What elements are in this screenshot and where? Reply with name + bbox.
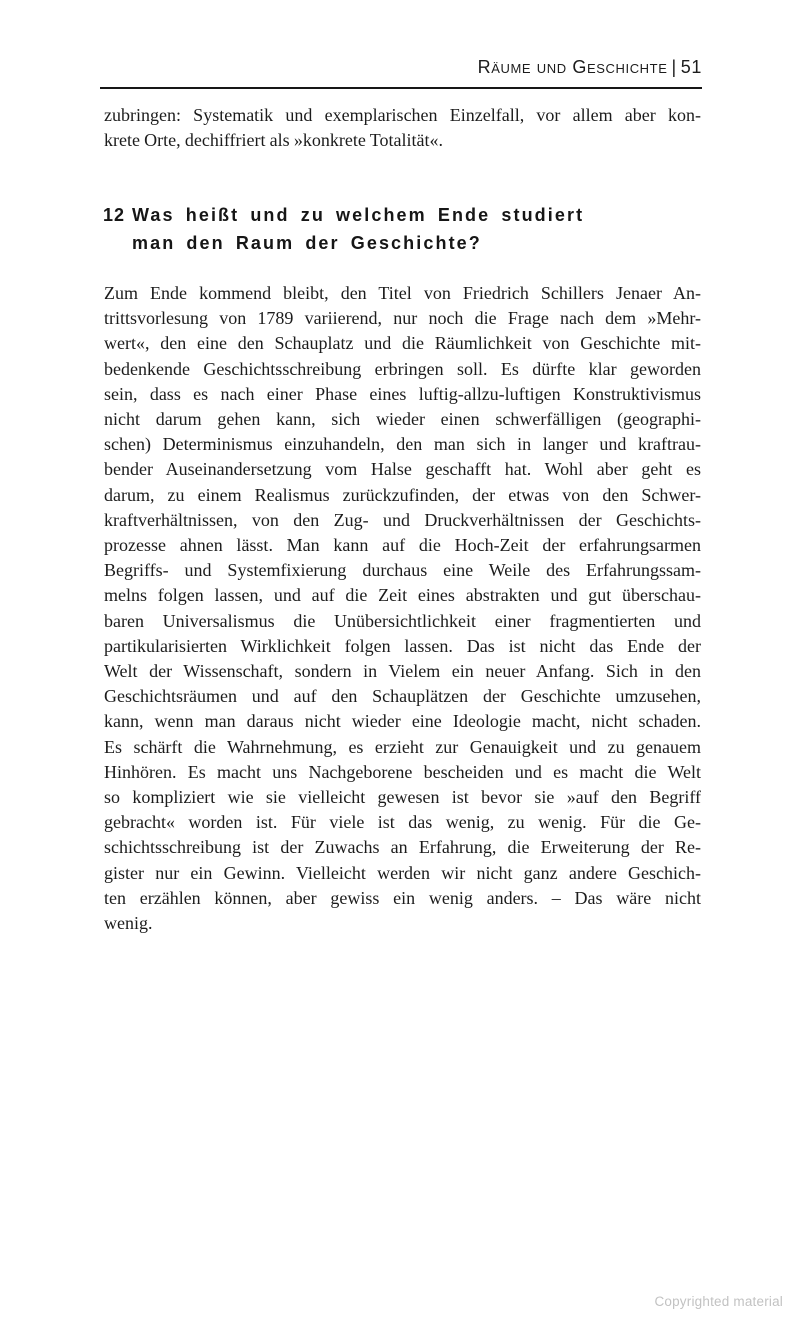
text-line: Was heißt und zu welchem Ende studiert	[132, 205, 585, 225]
text-line: wenig.	[104, 913, 153, 934]
running-header	[104, 57, 702, 78]
text-line: trittsvorlesung von 1789 variierend, nur noch die Frage nach dem »Mehr-	[104, 308, 701, 329]
header-separator: |	[671, 57, 677, 77]
text-line: Begriffs- und Systemfixierung durchaus eine Weile des Erfahrungssam-	[104, 560, 701, 581]
text-line: gister nur ein Gewinn. Vielleicht werden wir nicht ganz andere Geschich-	[104, 862, 701, 883]
text-line: krete Orte, dechiffriert als »konkrete Totalität«.	[104, 130, 443, 151]
text-line: Geschichtsräumen und auf den Schauplätzen der Geschichte umzusehen,	[104, 686, 701, 707]
text-line: bedenkende Geschichtsschreibung erbringen soll. Es dürfte klar geworden	[104, 358, 701, 379]
text-line: wert«, den eine den Schauplatz und die Räumlichkeit von Geschichte mit-	[104, 333, 701, 354]
section-heading	[103, 201, 711, 257]
text-line: melns folgen lassen, und auf die Zeit eines abstrakten und gut überschau-	[104, 585, 701, 606]
text-line: ten erzählen können, aber gewiss ein wenig anders. – Das wäre nicht	[104, 887, 701, 908]
text-line: sein, dass es nach einer Phase eines luftig-allzu-luftigen Konstruktivismus	[104, 383, 701, 404]
text-line: kann, wenn man daraus nicht wieder eine Ideologie macht, nicht schaden.	[104, 711, 701, 732]
text-line: prozesse ahnen lässt. Man kann auf die Hoch-Zeit der erfahrungsarmen	[104, 535, 701, 556]
header-rule	[100, 87, 702, 89]
text-line: Zum Ende kommend bleibt, den Titel von Friedrich Schillers Jenaer An-	[104, 283, 701, 303]
text-line: man den Raum der Geschichte?	[132, 233, 482, 253]
running-title: Räume und Geschichte	[477, 57, 668, 77]
page-number: 51	[680, 57, 702, 77]
text-line: partikularisierten Wirklichkeit folgen lassen. Das ist nicht das Ende der	[104, 635, 701, 656]
heading-text	[132, 201, 584, 257]
heading-number: 12	[103, 205, 126, 225]
intro-paragraph	[104, 103, 701, 153]
text-line: Es schärft die Wahrnehmung, es erzieht zur Genauigkeit und zu genauem	[104, 736, 701, 757]
text-line: Welt der Wissenschaft, sondern in Vielem ein neuer Anfang. Sich in den	[104, 661, 701, 682]
text-line: Hinhören. Es macht uns Nachgeborene bescheiden und es macht die Welt	[104, 761, 701, 782]
watermark: Copyrighted material	[654, 1294, 783, 1309]
text-line: so kompliziert wie sie vielleicht gewesen ist bevor sie »auf den Begriff	[104, 787, 701, 808]
body-paragraph	[104, 281, 701, 936]
text-line: gebracht« worden ist. Für viele ist das wenig, zu wenig. Für die Ge-	[104, 812, 701, 833]
text-line: baren Universalismus die Unübersichtlichkeit einer fragmentierten und	[104, 610, 701, 631]
text-line: zubringen: Systematik und exemplarischen Einzelfall, vor allem aber kon-	[104, 105, 701, 125]
text-line: nicht darum gehen kann, sich wieder einen schwerfälligen (geographi-	[104, 409, 701, 430]
text-line: schichtsschreibung ist der Zuwachs an Erfahrung, die Erweiterung der Re-	[104, 837, 701, 858]
text-line: kraftverhältnissen, von den Zug- und Druckverhältnissen der Geschichts-	[104, 509, 701, 530]
text-line: schen) Determinismus einzuhandeln, den man sich in langer und kraftrau-	[104, 434, 701, 455]
text-line: darum, zu einem Realismus zurückzufinden, der etwas von den Schwer-	[104, 484, 701, 505]
text-line: bender Auseinandersetzung vom Halse geschafft hat. Wohl aber geht es	[104, 459, 701, 480]
